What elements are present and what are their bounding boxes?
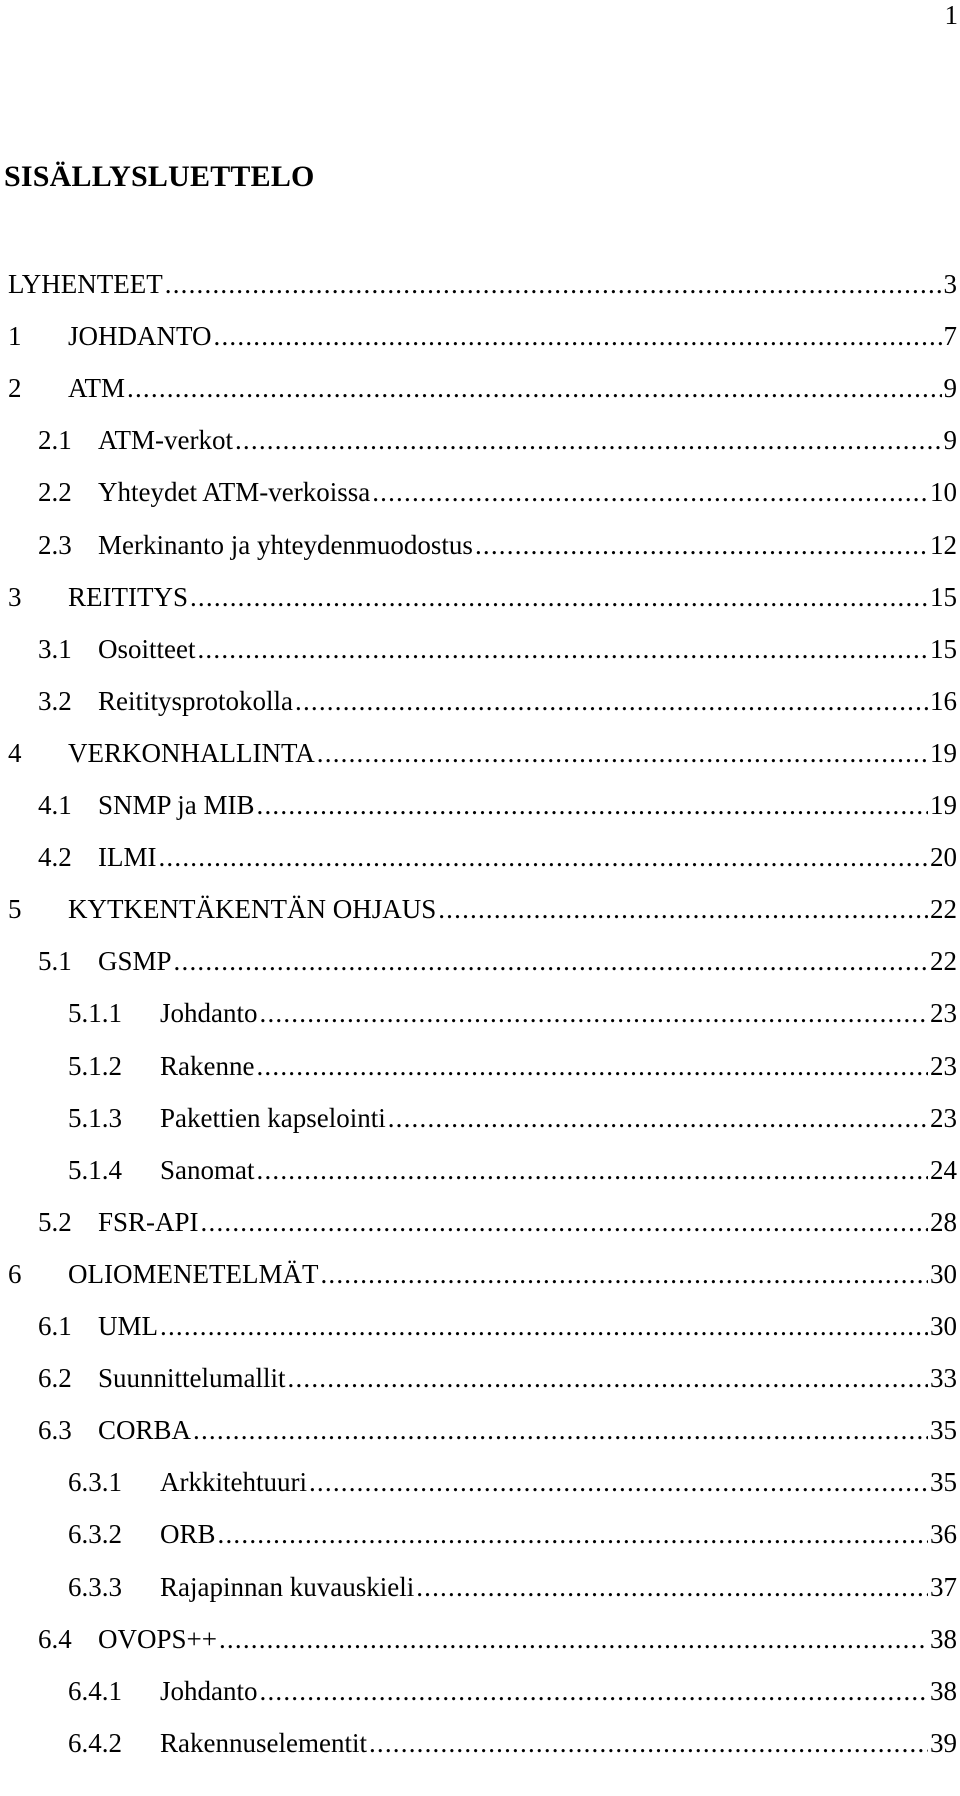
toc-entry-body	[98, 840, 957, 874]
toc-entry-page: 23	[930, 1051, 957, 1081]
toc-dot-leader	[193, 1413, 928, 1447]
toc-entry[interactable]	[0, 684, 960, 736]
toc-entry-page: 35	[930, 1415, 957, 1445]
toc-entry-number: 6.4	[38, 1624, 72, 1654]
toc-entry[interactable]	[0, 1153, 960, 1205]
toc-entry-body	[68, 319, 957, 353]
toc-entry-title: ILMI	[98, 842, 157, 872]
toc-entry-number: 2.3	[38, 530, 72, 560]
toc-entry-title: Reititysprotokolla	[98, 686, 293, 716]
toc-entry-title: UML	[98, 1311, 158, 1341]
toc-entry-number: 3.2	[38, 686, 72, 716]
toc-entry-number: 5.1.4	[68, 1155, 122, 1185]
toc-entry-number: 6.3.1	[68, 1467, 122, 1497]
toc-entry[interactable]	[0, 736, 960, 788]
toc-entry-number: 4.2	[38, 842, 72, 872]
toc-entry-title: ATM	[68, 373, 126, 403]
toc-entry-body	[160, 1570, 957, 1604]
toc-entry-page: 9	[943, 425, 957, 455]
toc-dot-leader	[260, 996, 929, 1030]
toc-entry-page: 22	[930, 946, 957, 976]
toc-entry-page: 3	[943, 269, 957, 299]
toc-entry-body	[98, 788, 957, 822]
toc-entry-body	[98, 1309, 957, 1343]
toc-entry-body	[98, 1413, 957, 1447]
toc-heading: SISÄLLYSLUETTELO	[4, 160, 315, 193]
toc-entry-title: OLIOMENETELMÄT	[68, 1259, 319, 1289]
toc-entry-number: 6.3.2	[68, 1519, 122, 1549]
toc-entry-title: REITITYS	[68, 582, 188, 612]
toc-entry-number: 6	[8, 1259, 22, 1289]
toc-entry-page: 38	[930, 1624, 957, 1654]
toc-entry-number: 4.1	[38, 790, 72, 820]
toc-entry-title: ORB	[160, 1519, 216, 1549]
toc-entry[interactable]	[0, 1361, 960, 1413]
toc-entry-number: 5.2	[38, 1207, 72, 1237]
toc-entry-title: KYTKENTÄKENTÄN OHJAUS	[68, 894, 437, 924]
toc-entry-title: Merkinanto ja yhteydenmuodostus	[98, 530, 473, 560]
toc-entry-page: 39	[930, 1728, 957, 1758]
toc-entry-number: 6.3	[38, 1415, 72, 1445]
toc-entry[interactable]	[0, 1726, 960, 1778]
toc-entry[interactable]	[0, 1101, 960, 1153]
toc-entry-page: 30	[930, 1259, 957, 1289]
toc-dot-leader	[475, 528, 928, 562]
toc-entry-number: 2.1	[38, 425, 72, 455]
toc-entry[interactable]	[0, 1622, 960, 1674]
toc-entry-body	[68, 1257, 957, 1291]
toc-entry-body	[160, 1517, 957, 1551]
toc-entry-body	[68, 580, 957, 614]
toc-entry-page: 9	[943, 373, 957, 403]
toc-entry-title: Osoitteet	[98, 634, 196, 664]
toc-dot-leader	[257, 788, 928, 822]
toc-entry-number: 6.3.3	[68, 1572, 122, 1602]
toc-entry-page: 10	[930, 477, 957, 507]
toc-entry-title: Rakennuselementit	[160, 1728, 367, 1758]
toc-entry[interactable]	[0, 996, 960, 1048]
toc-entry-body	[98, 684, 957, 718]
toc-entry-body	[160, 1674, 957, 1708]
toc-entry[interactable]	[0, 371, 960, 423]
toc-entry[interactable]	[0, 1413, 960, 1465]
page-number: 1	[944, 0, 958, 30]
toc-entry-title: GSMP	[98, 946, 172, 976]
toc-entry-body	[160, 1101, 957, 1135]
toc-entry-number: 5	[8, 894, 22, 924]
toc-entry[interactable]	[0, 1674, 960, 1726]
toc-entry-number: 2.2	[38, 477, 72, 507]
toc-entry-page: 24	[930, 1155, 957, 1185]
toc-entry-title: OVOPS++	[98, 1624, 217, 1654]
toc-entry-body	[98, 528, 957, 562]
toc-entry-page: 16	[930, 686, 957, 716]
toc-entry-title: Johdanto	[160, 1676, 258, 1706]
toc-entry-number: 3.1	[38, 634, 72, 664]
toc-entry-number: 6.2	[38, 1363, 72, 1393]
toc-entry[interactable]	[0, 319, 960, 371]
toc-entry[interactable]	[0, 1049, 960, 1101]
toc-entry-title: Suunnittelumallit	[98, 1363, 286, 1393]
toc-entry-title: Johdanto	[160, 998, 258, 1028]
toc-entry-page: 15	[930, 634, 957, 664]
toc-entry[interactable]	[0, 528, 960, 580]
toc-entry-number: 2	[8, 373, 22, 403]
toc-entry-body	[68, 371, 957, 405]
toc-entry-body	[98, 475, 957, 509]
toc-dot-leader	[160, 1309, 928, 1343]
toc-entry-body	[98, 1205, 957, 1239]
toc-entry-page: 37	[930, 1572, 957, 1602]
toc-dot-leader	[197, 632, 928, 666]
toc-entry-title: Rakenne	[160, 1051, 255, 1081]
toc-entry-number: 6.4.1	[68, 1676, 122, 1706]
toc-entry-title: JOHDANTO	[68, 321, 212, 351]
toc-entry-page: 30	[930, 1311, 957, 1341]
toc-entry-body	[98, 632, 957, 666]
toc-dot-leader	[388, 1101, 928, 1135]
toc-entry[interactable]	[0, 1309, 960, 1361]
toc-entry-number: 5.1.1	[68, 998, 122, 1028]
toc-dot-leader	[165, 267, 942, 301]
toc-entry-title: FSR-API	[98, 1207, 199, 1237]
toc-dot-leader	[295, 684, 928, 718]
toc-entry[interactable]	[0, 1465, 960, 1517]
toc-entry-number: 6.4.2	[68, 1728, 122, 1758]
toc-entry-title: Arkkitehtuuri	[160, 1467, 307, 1497]
toc-entry[interactable]	[0, 580, 960, 632]
toc-entry-number: 5.1.3	[68, 1103, 122, 1133]
toc-entry-page: 35	[930, 1467, 957, 1497]
toc-entry[interactable]	[0, 267, 960, 319]
toc-entry-page: 19	[930, 738, 957, 768]
toc-entry[interactable]	[0, 788, 960, 840]
toc-dot-leader	[372, 475, 928, 509]
toc-entry-title: Pakettien kapselointi	[160, 1103, 386, 1133]
toc-entry-title: ATM-verkot	[98, 425, 233, 455]
toc-entry[interactable]	[0, 1570, 960, 1622]
toc-dot-leader	[219, 1622, 928, 1656]
toc-dot-leader	[257, 1153, 929, 1187]
toc-entry[interactable]	[0, 632, 960, 684]
toc-entry[interactable]	[0, 840, 960, 892]
toc-entry[interactable]	[0, 1257, 960, 1309]
toc-entry-number: 1	[8, 321, 22, 351]
toc-entry-body	[98, 1622, 957, 1656]
toc-entry-number: 5.1	[38, 946, 72, 976]
toc-dot-leader	[214, 319, 942, 353]
toc-dot-leader	[235, 423, 942, 457]
toc-entry-body	[98, 423, 957, 457]
toc-entry-body	[8, 267, 957, 301]
toc-entry-body	[160, 996, 957, 1030]
toc-entry-title: SNMP ja MIB	[98, 790, 255, 820]
toc-dot-leader	[190, 580, 928, 614]
toc-entry-body	[160, 1049, 957, 1083]
toc-entry-number: 5.1.2	[68, 1051, 122, 1081]
toc-entry-body	[98, 944, 957, 978]
toc-entry-page: 23	[930, 998, 957, 1028]
toc-dot-leader	[288, 1361, 929, 1395]
toc-entry-page: 15	[930, 582, 957, 612]
toc-entry-page: 7	[943, 321, 957, 351]
toc-entry-page: 23	[930, 1103, 957, 1133]
toc-dot-leader	[158, 840, 928, 874]
toc-dot-leader	[260, 1674, 929, 1708]
toc-entry-title: Rajapinnan kuvauskieli	[160, 1572, 415, 1602]
toc-entry[interactable]	[0, 423, 960, 475]
toc-dot-leader	[317, 736, 928, 770]
toc-dot-leader	[369, 1726, 928, 1760]
toc-entry-title: VERKONHALLINTA	[68, 738, 315, 768]
toc-entry[interactable]	[0, 944, 960, 996]
toc-dot-leader	[127, 371, 941, 405]
toc-entry-body	[160, 1726, 957, 1760]
toc-dot-leader	[201, 1205, 928, 1239]
toc-entry-body	[68, 892, 957, 926]
toc-entry-title: CORBA	[98, 1415, 192, 1445]
toc-entry[interactable]	[0, 475, 960, 527]
toc-entry-page: 12	[930, 530, 957, 560]
toc-entry-page: 28	[930, 1207, 957, 1237]
toc-entry-page: 19	[930, 790, 957, 820]
toc-entry[interactable]	[0, 1205, 960, 1257]
toc-entry-page: 33	[930, 1363, 957, 1393]
toc-entry-title: LYHENTEET	[8, 269, 163, 299]
toc-entry-number: 6.1	[38, 1311, 72, 1341]
toc-dot-leader	[309, 1465, 928, 1499]
toc-entry[interactable]	[0, 1517, 960, 1569]
toc-entry[interactable]	[0, 892, 960, 944]
toc-entry-body	[98, 1361, 957, 1395]
toc-dot-leader	[174, 944, 928, 978]
toc-dot-leader	[438, 892, 928, 926]
toc-entry-number: 3	[8, 582, 22, 612]
toc-entry-title: Sanomat	[160, 1155, 255, 1185]
toc-entry-body	[160, 1153, 957, 1187]
toc-entry-page: 22	[930, 894, 957, 924]
toc-dot-leader	[256, 1049, 928, 1083]
toc-dot-leader	[416, 1570, 928, 1604]
toc-entry-page: 38	[930, 1676, 957, 1706]
toc-entry-number: 4	[8, 738, 22, 768]
toc-entry-body	[68, 736, 957, 770]
toc-entry-page: 36	[930, 1519, 957, 1549]
toc-entry-page: 20	[930, 842, 957, 872]
toc-entry-title: Yhteydet ATM-verkoissa	[98, 477, 371, 507]
toc-entry-body	[160, 1465, 957, 1499]
toc-dot-leader	[320, 1257, 928, 1291]
toc-dot-leader	[218, 1517, 928, 1551]
